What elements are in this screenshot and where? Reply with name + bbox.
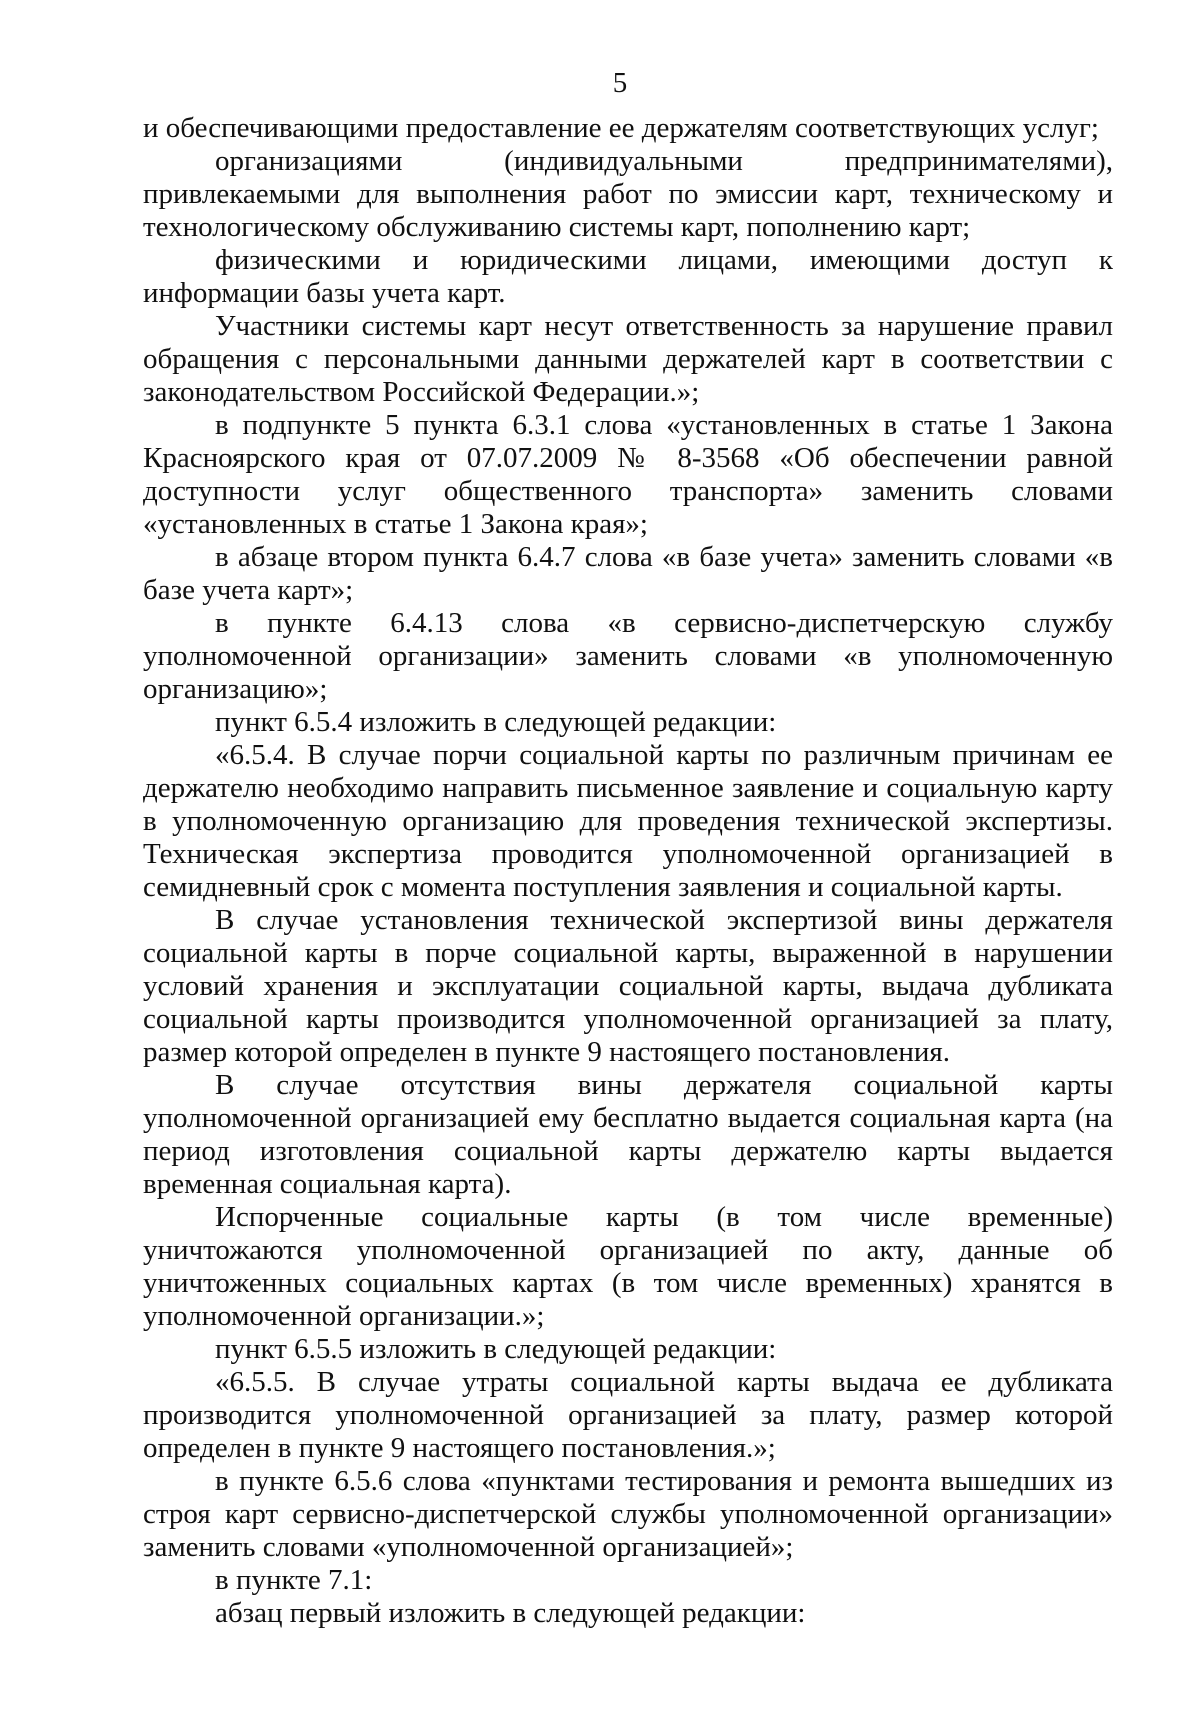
paragraph: абзац первый изложить в следующей редакции: (215, 1597, 806, 1629)
paragraph: в пункте 7.1: (215, 1564, 373, 1596)
paragraph: В случае отсутствия вины держателя социальной карты уполномоченной организацией ему бесплатно выдается социальная карта (на период изготовления социальной карты держателю карты выдается временная социальная карта). (143, 1069, 1113, 1200)
paragraph: в пункте 6.4.13 слова «в сервисно-диспетчерскую службу уполномоченной организации» заменить словами «в уполномоченную организацию»; (143, 607, 1113, 705)
paragraph: Участники системы карт несут ответственность за нарушение правил обращения с персональными данными держателей карт в соответствии с законодательством Российской Федерации.»; (143, 310, 1113, 408)
paragraph: пункт 6.5.4 изложить в следующей редакции: (215, 706, 777, 738)
paragraph: физическими и юридическими лицами, имеющими доступ к информации базы учета карт. (143, 244, 1113, 309)
paragraph: «6.5.5. В случае утраты социальной карты выдача ее дубликата производится уполномоченной организацией за плату, размер которой определен в пункте 9 настоящего постановления.»; (143, 1366, 1113, 1464)
paragraph: и обеспечивающими предоставление ее держателям соответствующих услуг; (143, 112, 1099, 144)
paragraph: пункт 6.5.5 изложить в следующей редакции: (215, 1333, 777, 1365)
paragraph: В случае установления технической экспертизой вины держателя социальной карты в порче социальной карты, выраженной в нарушении условий хранения и эксплуатации социальной карты, выдача дубликата социальной карты производится уполномоченной организацией за плату, размер которой определен в пункте 9 настоящего постановления. (143, 904, 1113, 1068)
paragraph: в пункте 6.5.6 слова «пунктами тестирования и ремонта вышедших из строя карт сервисно-диспетчерской службы уполномоченной организации» заменить словами «уполномоченной организацией»; (143, 1465, 1113, 1563)
page-number: 5 (612, 67, 628, 99)
paragraph: «6.5.4. В случае порчи социальной карты по различным причинам ее держателю необходимо направить письменное заявление и социальную карту в уполномоченную организацию для проведения технической экспертизы. Техническая экспертиза проводится уполномоченной организацией в семидневный срок с момента поступления заявления и социальной карты. (143, 739, 1113, 903)
paragraph: в абзаце втором пункта 6.4.7 слова «в базе учета» заменить словами «в базе учета карт»; (143, 541, 1113, 606)
document-body (143, 112, 1113, 1630)
paragraph: Испорченные социальные карты (в том числе временные) уничтожаются уполномоченной организацией по акту, данные об уничтоженных социальных картах (в том числе временных) хранятся в уполномоченной организации.»; (143, 1201, 1113, 1332)
paragraph: организациями (индивидуальными предпринимателями), привлекаемыми для выполнения работ по эмиссии карт, техническому и технологическому обслуживанию системы карт, пополнению карт; (143, 145, 1113, 243)
paragraph: в подпункте 5 пункта 6.3.1 слова «установленных в статье 1 Закона Красноярского края от 07.07.2009 № 8-3568 «Об обеспечении равной доступности услуг общественного транспорта» заменить словами «установленных в статье 1 Закона края»; (143, 409, 1113, 540)
